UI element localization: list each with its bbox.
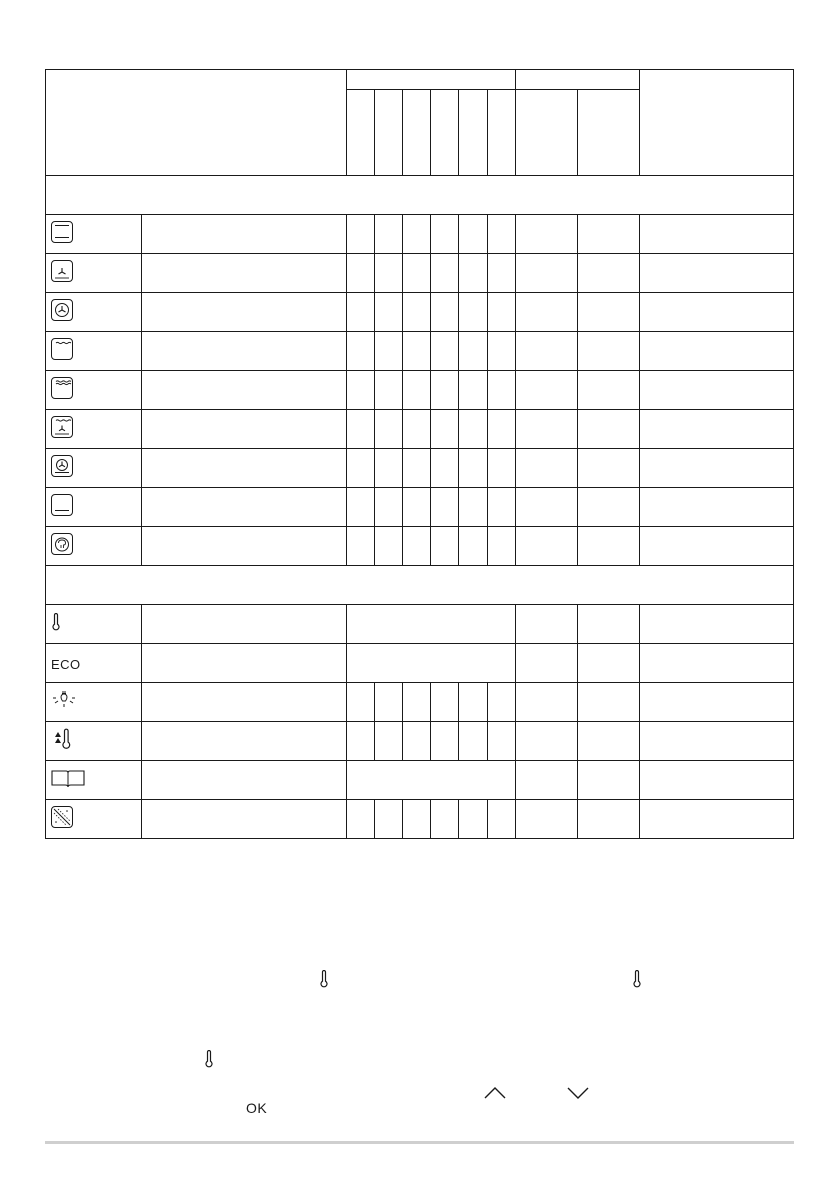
value-cell xyxy=(515,215,577,254)
value-cell xyxy=(577,254,639,293)
value-cell xyxy=(515,800,577,839)
value-cell xyxy=(487,215,515,254)
value-cell xyxy=(403,332,431,371)
function-name-cell xyxy=(142,722,347,761)
value-cell xyxy=(431,410,459,449)
value-cell xyxy=(375,683,403,722)
value-cell xyxy=(515,488,577,527)
value-cell xyxy=(375,800,403,839)
value-cell xyxy=(431,215,459,254)
icon-cell xyxy=(46,800,142,839)
notes-cell xyxy=(639,605,793,644)
value-cell xyxy=(487,371,515,410)
value-cell xyxy=(403,254,431,293)
table-row xyxy=(46,800,794,839)
value-cell xyxy=(459,800,487,839)
icon-cell xyxy=(46,254,142,293)
value-cell xyxy=(347,215,375,254)
value-cell xyxy=(347,800,375,839)
eco-icon xyxy=(51,654,81,673)
value-cell xyxy=(431,293,459,332)
value-cell xyxy=(347,332,375,371)
icon-cell xyxy=(46,761,142,800)
value-cell xyxy=(487,683,515,722)
value-cell xyxy=(459,722,487,761)
value-cell xyxy=(515,410,577,449)
value-cell xyxy=(375,410,403,449)
eco-label: ECO xyxy=(51,657,81,672)
value-cell xyxy=(347,449,375,488)
value-cell xyxy=(515,722,577,761)
value-cell xyxy=(403,527,431,566)
table-row xyxy=(46,683,794,722)
value-cell xyxy=(487,449,515,488)
chevron-down-icon xyxy=(566,1086,590,1100)
value-cell xyxy=(515,371,577,410)
header-blank-cell xyxy=(46,70,347,176)
value-cell xyxy=(431,371,459,410)
true-fan-cooking-icon xyxy=(51,260,73,282)
table-row xyxy=(46,761,794,800)
value-cell xyxy=(347,293,375,332)
notes-cell xyxy=(639,215,793,254)
value-cell xyxy=(577,683,639,722)
book-icon xyxy=(51,769,85,791)
value-cell xyxy=(375,488,403,527)
value-cell xyxy=(577,371,639,410)
function-name-cell xyxy=(142,449,347,488)
header-sub-cell xyxy=(375,90,403,176)
function-name-cell xyxy=(142,644,347,683)
value-cell xyxy=(515,761,577,800)
value-cell xyxy=(459,488,487,527)
value-cell xyxy=(375,527,403,566)
notes-cell xyxy=(639,449,793,488)
thermometer-icon xyxy=(632,970,642,988)
value-cell xyxy=(403,371,431,410)
table-row xyxy=(46,644,794,683)
footer-divider xyxy=(45,1141,794,1144)
light-icon xyxy=(51,689,77,715)
value-cell xyxy=(403,800,431,839)
value-cell xyxy=(375,254,403,293)
value-cell xyxy=(459,371,487,410)
notes-cell xyxy=(639,371,793,410)
value-cell xyxy=(403,449,431,488)
value-cell xyxy=(577,488,639,527)
merged-value-cell xyxy=(347,644,515,683)
function-name-cell xyxy=(142,761,347,800)
function-name-cell xyxy=(142,410,347,449)
section-row-functions xyxy=(46,176,794,215)
value-cell xyxy=(577,761,639,800)
ring-fan-icon xyxy=(51,299,73,321)
merged-value-cell xyxy=(347,761,515,800)
icon-cell xyxy=(46,605,142,644)
table-row xyxy=(46,449,794,488)
value-cell xyxy=(515,254,577,293)
bottom-heat-icon xyxy=(51,494,73,516)
value-cell xyxy=(459,332,487,371)
icon-cell xyxy=(46,683,142,722)
chevron-up-icon xyxy=(483,1086,507,1100)
grill-icon xyxy=(51,338,73,360)
value-cell xyxy=(459,683,487,722)
function-name-cell xyxy=(142,527,347,566)
table-row xyxy=(46,527,794,566)
value-cell xyxy=(403,722,431,761)
value-cell xyxy=(577,605,639,644)
header-sub-cell xyxy=(577,90,639,176)
notes-cell xyxy=(639,254,793,293)
value-cell xyxy=(577,527,639,566)
value-cell xyxy=(487,800,515,839)
value-cell xyxy=(459,527,487,566)
table-row xyxy=(46,254,794,293)
value-cell xyxy=(515,527,577,566)
notes-cell xyxy=(639,332,793,371)
header-group-cell-1 xyxy=(347,70,515,90)
notes-cell xyxy=(639,800,793,839)
value-cell xyxy=(515,683,577,722)
value-cell xyxy=(487,527,515,566)
value-cell xyxy=(487,410,515,449)
header-sub-cell xyxy=(431,90,459,176)
functions-table xyxy=(45,69,794,839)
value-cell xyxy=(515,332,577,371)
value-cell xyxy=(459,410,487,449)
value-cell xyxy=(577,293,639,332)
conventional-heating-icon xyxy=(51,221,73,243)
value-cell xyxy=(577,215,639,254)
thermometer-icon xyxy=(204,1050,214,1068)
value-cell xyxy=(431,488,459,527)
notes-cell xyxy=(639,722,793,761)
header-sub-cell xyxy=(459,90,487,176)
function-name-cell xyxy=(142,800,347,839)
value-cell xyxy=(431,332,459,371)
header-group-cell-2 xyxy=(515,70,639,90)
value-cell xyxy=(515,605,577,644)
value-cell xyxy=(431,683,459,722)
value-cell xyxy=(403,410,431,449)
icon-cell xyxy=(46,215,142,254)
value-cell xyxy=(375,449,403,488)
function-name-cell xyxy=(142,215,347,254)
value-cell xyxy=(375,215,403,254)
value-cell xyxy=(431,254,459,293)
value-cell xyxy=(347,527,375,566)
cleaning-icon xyxy=(51,806,73,828)
function-name-cell xyxy=(142,488,347,527)
value-cell xyxy=(403,683,431,722)
value-cell xyxy=(403,215,431,254)
value-cell xyxy=(431,527,459,566)
header-sub-cell xyxy=(487,90,515,176)
icon-cell xyxy=(46,722,142,761)
value-cell xyxy=(459,215,487,254)
function-name-cell xyxy=(142,683,347,722)
thermometer-icon xyxy=(319,970,329,988)
table-row xyxy=(46,332,794,371)
value-cell xyxy=(347,371,375,410)
value-cell xyxy=(431,722,459,761)
header-blank-cell-right xyxy=(639,70,793,176)
table-row xyxy=(46,215,794,254)
value-cell xyxy=(487,488,515,527)
icon-cell xyxy=(46,371,142,410)
table-row xyxy=(46,371,794,410)
thermometer-icon xyxy=(51,613,61,635)
turbo-grilling-icon xyxy=(51,416,73,438)
function-name-cell xyxy=(142,293,347,332)
header-sub-cell xyxy=(347,90,375,176)
header-sub-cell xyxy=(515,90,577,176)
icon-cell xyxy=(46,527,142,566)
steam-function-icon xyxy=(51,533,73,555)
table-header-row-1 xyxy=(46,70,794,90)
section-cell xyxy=(46,176,794,215)
value-cell xyxy=(577,449,639,488)
notes-cell xyxy=(639,488,793,527)
value-cell xyxy=(577,800,639,839)
value-cell xyxy=(459,449,487,488)
section-row-extras xyxy=(46,566,794,605)
value-cell xyxy=(487,293,515,332)
icon-cell xyxy=(46,644,142,683)
table-row xyxy=(46,488,794,527)
function-name-cell xyxy=(142,605,347,644)
fast-grilling-icon xyxy=(51,377,73,399)
table-row xyxy=(46,722,794,761)
value-cell xyxy=(347,254,375,293)
table-row xyxy=(46,410,794,449)
icon-cell xyxy=(46,332,142,371)
value-cell xyxy=(515,644,577,683)
value-cell xyxy=(403,488,431,527)
notes-cell xyxy=(639,683,793,722)
value-cell xyxy=(347,488,375,527)
value-cell xyxy=(431,800,459,839)
value-cell xyxy=(577,644,639,683)
notes-cell xyxy=(639,293,793,332)
keep-warm-icon xyxy=(51,728,73,754)
value-cell xyxy=(347,722,375,761)
icon-cell xyxy=(46,293,142,332)
icon-cell xyxy=(46,410,142,449)
ok-key-label: OK xyxy=(246,1100,268,1116)
value-cell xyxy=(515,293,577,332)
value-cell xyxy=(347,683,375,722)
value-cell xyxy=(577,410,639,449)
pizza-function-icon xyxy=(51,455,73,477)
notes-cell xyxy=(639,527,793,566)
value-cell xyxy=(403,293,431,332)
notes-cell xyxy=(639,410,793,449)
icon-cell xyxy=(46,449,142,488)
value-cell xyxy=(375,371,403,410)
value-cell xyxy=(487,254,515,293)
function-name-cell xyxy=(142,254,347,293)
table-row xyxy=(46,605,794,644)
function-name-cell xyxy=(142,371,347,410)
value-cell xyxy=(375,293,403,332)
merged-value-cell xyxy=(347,605,515,644)
value-cell xyxy=(347,410,375,449)
value-cell xyxy=(487,722,515,761)
value-cell xyxy=(577,722,639,761)
section-cell xyxy=(46,566,794,605)
value-cell xyxy=(577,332,639,371)
value-cell xyxy=(515,449,577,488)
value-cell xyxy=(431,449,459,488)
function-name-cell xyxy=(142,332,347,371)
icon-cell xyxy=(46,488,142,527)
notes-cell xyxy=(639,761,793,800)
value-cell xyxy=(375,722,403,761)
value-cell xyxy=(459,254,487,293)
table-row xyxy=(46,293,794,332)
value-cell xyxy=(487,332,515,371)
header-sub-cell xyxy=(403,90,431,176)
value-cell xyxy=(459,293,487,332)
notes-cell xyxy=(639,644,793,683)
value-cell xyxy=(375,332,403,371)
